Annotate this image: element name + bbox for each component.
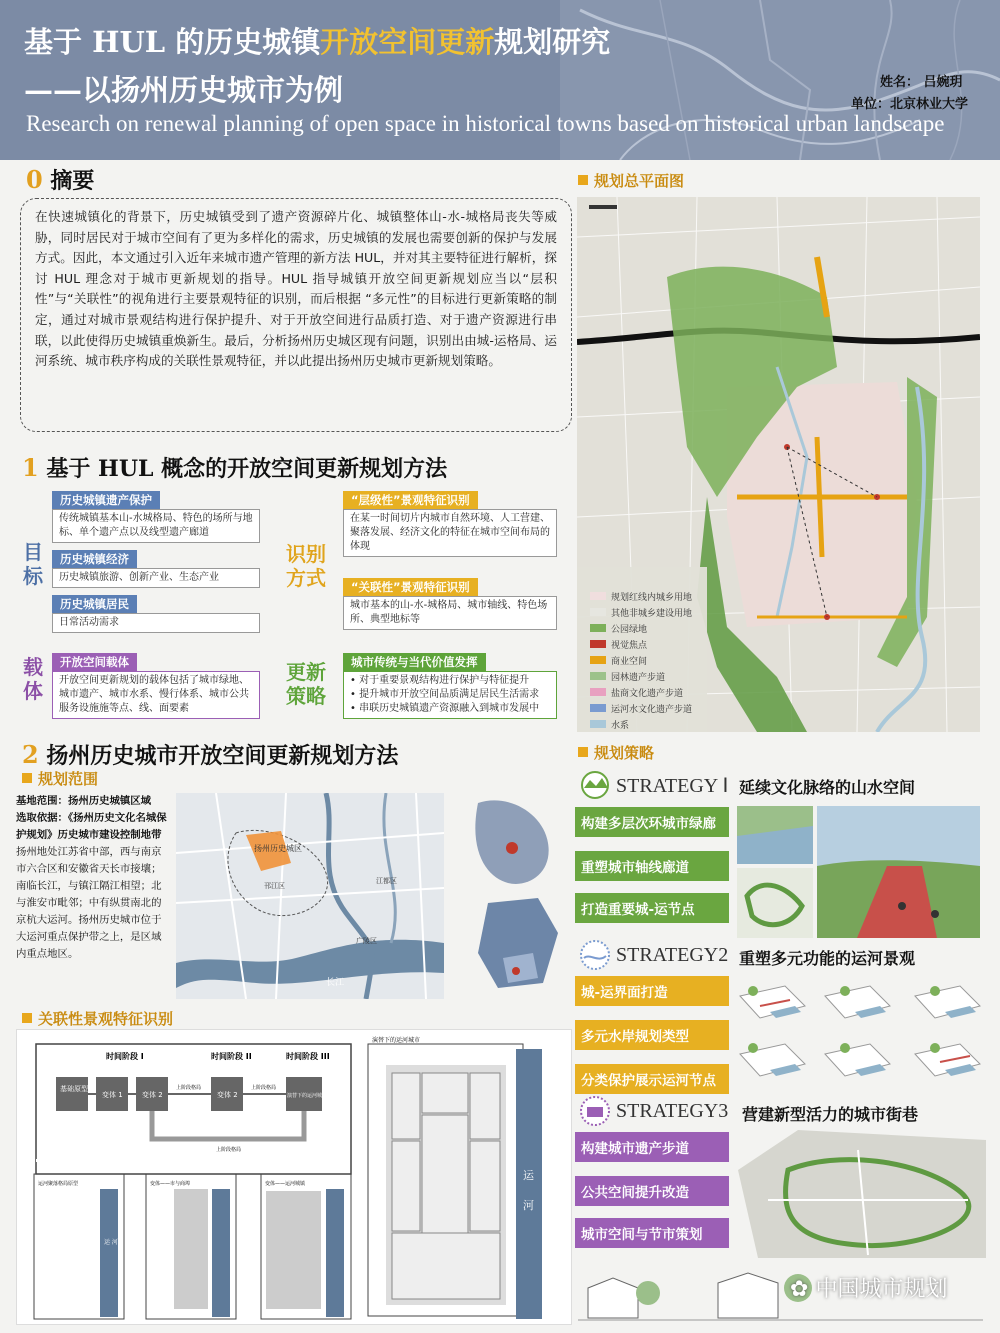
diagram-panel3: 变体——运河城镇 — [265, 1181, 306, 1187]
diagram-canal-1: 运 河 — [104, 1239, 118, 1246]
watermark: ✿ 中国城市规划 — [790, 1277, 948, 1302]
diagram-panel2: 变体——市与商埠 — [150, 1181, 191, 1187]
header-banner — [0, 0, 1000, 160]
map-label-river: 长江 — [326, 978, 345, 988]
diagram-box-4: 变体 2 — [217, 1091, 238, 1099]
strategy1-name: 延续文化脉络的山水空间 — [739, 778, 916, 797]
strategy3-logo — [578, 1094, 612, 1128]
goal-item-heritage — [52, 489, 262, 543]
strategy-bullet-3: • 串联历史城镇遗产资源融入到城市发展中 — [350, 703, 540, 714]
carrier-body: 开放空间更新规划的载体包括了城市绿地、城市遗产、城市水系、慢行体系、城市公共服务设施施等点、线、面要素 — [52, 671, 260, 719]
locator-maps — [448, 793, 568, 999]
section1-heading: 1 基于 HUL 概念的开放空间更新规划方法 — [22, 453, 448, 482]
scope-basis: 选取依据：《扬州历史文化名城保护规划》历史城市建设控制地带 — [16, 812, 167, 841]
diagram-stage2: 时间阶段 II — [211, 1052, 252, 1061]
strategy3-aerial — [738, 1130, 986, 1258]
wechat-icon: ✿ — [790, 1277, 816, 1302]
strategy-label: 更新 策略 — [286, 660, 326, 708]
diagram-canal-big: 运河 — [523, 1169, 534, 1212]
strategy3-name: 营建新型活力的城市街巷 — [742, 1105, 919, 1124]
strategy-item — [343, 651, 558, 719]
map-label-district2: 江都区 — [376, 877, 397, 885]
diagram-box-3: 变体 2 — [142, 1091, 163, 1099]
goal-economy-body: 历史城镇旅游、创新产业、生态产业 — [52, 568, 260, 588]
strategy2-diagrams — [735, 976, 985, 1092]
diagram-stage1: 时间阶段 I — [106, 1052, 144, 1061]
poster-subtitle: ——以扬州历史城市为例 — [24, 73, 344, 107]
strategy1-button-3[interactable]: 打造重要城-运节点 — [575, 893, 729, 923]
strategy3-button-2[interactable]: 公共空间提升改造 — [575, 1176, 729, 1206]
map-label-district3: 广陵区 — [356, 937, 377, 945]
goal-label: 目 标 — [23, 540, 43, 588]
diagram-box-2: 变体 1 — [102, 1091, 123, 1099]
masterplan-heading: 规划总平面图 — [578, 170, 684, 191]
identify-relational-body: 城市基本的山-水-城格局、城市轴线、特色场所、典型地标等 — [343, 596, 557, 630]
goal-heritage-body: 传统城镇基本山-水城格局、特色的场所与地标、单个遗产点以及线型遗产廊道 — [52, 509, 260, 543]
poster-title: 基于 HUL 的历史城镇开放空间更新规划研究 — [24, 25, 611, 59]
section2-heading: 2 扬州历史城市开放空间更新规划方法 — [22, 740, 399, 769]
strategy3-button-3[interactable]: 城市空间与节市策划 — [575, 1218, 729, 1248]
goal-item-economy — [52, 548, 262, 588]
goal-economy-head: 历史城镇经济 — [52, 550, 137, 568]
legend-item-0: 规划红线内城乡用地 — [590, 588, 720, 604]
legend-item-2: 公园绿地 — [590, 620, 720, 636]
diagram-stage3: 时间阶段 III — [286, 1052, 330, 1061]
legend-item-4: 商业空间 — [590, 652, 720, 668]
strategy1-button-2[interactable]: 重塑城市轴线廊道 — [575, 851, 729, 881]
abstract-heading: 0 摘要 — [26, 165, 95, 194]
goal-residents-head: 历史城镇居民 — [52, 595, 137, 613]
abstract-text: 在快速城镇化的背景下，历史城镇受到了遗产资源碎片化、城镇整体山-水-城格局丧失等威胁，同时居民对于城市空间有了更为多样化的需求，历史城镇的发展也需要创新的保护与发展方式。因此，本文通过引入近年来城市遗产管理的新方法 HUL，并对其主要特征进行解析，探讨 HUL 理念对于城市更新规划的指导。HUL 指导城镇开放空间更新规划应当以“层积性”与“关联性”的视角进行主要景观特征的识别，而后根据 “多元性”的目标进行更新策略的制定，通过对城市景观结构进行保护提升、对于开放空间进行品质打造、对于遗产资源进行串联，以此使得历史城镇重焕新生。最后，分析扬州历史城区现有问题，识别出由城-运格局、运河系统、城市秩序构成的关联性景观特征，并以此提出扬州历史城市更新规划策略。 — [20, 198, 572, 432]
identify-layered-body: 在某一时间切片内城市自然环境、人工营建、聚落发展、经济文化的特征在城市空间布局的体现 — [343, 509, 557, 557]
strategies-heading: 规划策略 — [578, 742, 654, 763]
diagram-panel4: 演替下的运河城市 — [372, 1037, 421, 1044]
strategy2-name: 重塑多元功能的运河景观 — [739, 949, 916, 968]
carrier-label: 载 体 — [23, 655, 43, 703]
author-unit: 单位：北京林业大学 — [851, 97, 969, 112]
relation-diagram-svg — [16, 1029, 572, 1325]
legend-item-6: 盐商文化遗产步道 — [590, 684, 720, 700]
english-title: Research on renewal planning of open space in historical towns based on historical urban landscape — [26, 111, 945, 136]
map-label-district1: 邗江区 — [264, 882, 285, 890]
strategy1-button-1[interactable]: 构建多层次环城市绿廊 — [575, 807, 729, 837]
strategy1-logo — [578, 770, 612, 800]
legend-item-1: 其他非城乡建设用地 — [590, 604, 720, 620]
goal-item-residents — [52, 593, 262, 633]
strategy1-images — [737, 806, 980, 938]
strategy2-button-2[interactable]: 多元水岸规划类型 — [575, 1020, 729, 1050]
goal-heritage-head: 历史城镇遗产保护 — [52, 491, 160, 509]
scope-heading: 规划范围 — [22, 768, 98, 789]
strategy1-code: STRATEGY Ⅰ — [616, 775, 729, 797]
identify-label: 识别 方式 — [286, 542, 326, 590]
strategy2-button-3[interactable]: 分类保护展示运河节点 — [575, 1064, 729, 1094]
legend-item-5: 园林遗产步道 — [590, 668, 720, 684]
goal-residents-body: 日常活动需求 — [52, 613, 260, 633]
relation-heading: 关联性景观特征识别 — [22, 1008, 173, 1029]
diagram-box-5: 演替下的运河城市 — [287, 1093, 328, 1099]
strategy2-logo — [578, 938, 612, 972]
legend-item-7: 运河水文化遗产步道 — [590, 700, 720, 716]
strategy-bullet-2: • 提升城市开放空间品质满足居民生活需求 — [350, 689, 540, 700]
diagram-box-1: 基础原型 — [60, 1085, 88, 1093]
strategy-head: 城市传统与当代价值发挥 — [343, 653, 486, 671]
scope-text — [16, 793, 168, 963]
scope-location: 扬州地处江苏省中部，西与南京市六合区和安徽省天长市接壤；南临长江，与镇江隔江相望；北与淮安市毗邻；中有纵贯南北的京杭大运河。扬州历史城市位于大运河重点保护带之上，是区域内重点地区。 — [16, 846, 162, 960]
carrier-item — [52, 651, 262, 719]
author-name: 姓名： 吕婉玥 — [880, 75, 963, 90]
strategy-body — [343, 671, 557, 719]
identify-layered-head: “层级性”景观特征识别 — [343, 491, 478, 509]
legend-item-8: 水系 — [590, 716, 720, 732]
identify-relational-head: “关联性”景观特征识别 — [343, 578, 478, 596]
strategy2-button-1[interactable]: 城-运界面打造 — [575, 976, 729, 1006]
diagram-arrow3: 上阶段格局 — [216, 1147, 242, 1153]
regional-map — [176, 793, 444, 999]
diagram-arrow1: 上阶段格局 — [176, 1085, 202, 1091]
map-label-core: 扬州历史城区 — [254, 844, 302, 853]
diagram-arrow2: 上阶段格局 — [251, 1085, 277, 1091]
strategy3-button-1[interactable]: 构建城市遗产步道 — [575, 1132, 729, 1162]
scope-base: 基地范围：扬州历史城镇区域 — [16, 795, 152, 807]
legend-item-3: 视觉焦点 — [590, 636, 720, 652]
strategy-bullet-1: • 对于重要景观结构进行保护与特征提升 — [350, 675, 530, 686]
carrier-head: 开放空间载体 — [52, 653, 137, 671]
identify-item-layered — [343, 489, 558, 557]
strategy3-code: STRATEGY3 — [616, 1100, 729, 1122]
diagram-panel1: 运河聚落格局原型 — [38, 1181, 79, 1187]
strategy2-code: STRATEGY2 — [616, 944, 729, 966]
masterplan-legend — [590, 588, 720, 732]
identify-item-relational — [343, 576, 558, 630]
